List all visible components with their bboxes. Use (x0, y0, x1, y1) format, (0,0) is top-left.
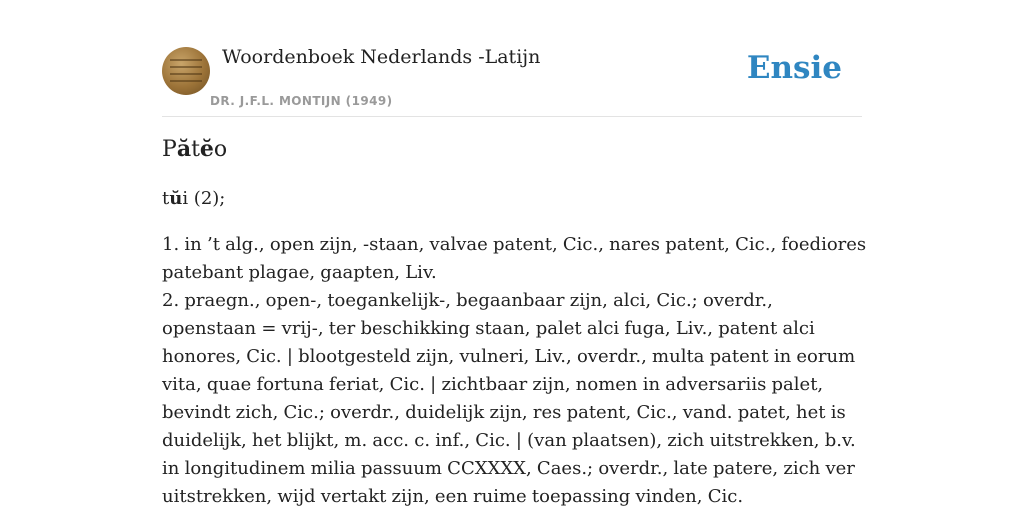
dictionary-logo[interactable] (162, 47, 210, 95)
forms-part: ŭ (169, 188, 183, 209)
entry-definition (162, 231, 867, 511)
dictionary-title[interactable]: Woordenboek Nederlands -Latijn (222, 46, 541, 68)
headword-part: t (191, 137, 200, 162)
headword-part: o (213, 137, 228, 162)
entry-content (162, 136, 867, 511)
forms-part: t (162, 188, 170, 209)
entry-forms (162, 188, 867, 209)
headword-part: ă (176, 136, 192, 162)
page-header (162, 44, 862, 117)
headword-part: P (162, 137, 177, 162)
definition-sense-2: 2. praegn., open-, toegankelijk-, begaanbaar zijn, alci, Cic.; overdr., openstaan = vrij-, ter beschikking staan, palet alci fuga, Liv., patent alci honores, Cic. | blootgesteld zijn, vulneri, Liv., overdr., multa patent in eorum vita, quae fortuna feriat, Cic. | zichtbaar zijn, nomen in adversariis palet, bevindt zich, Cic.; overdr., duidelijk zijn, res patent, Cic., vand. patet, het is duidelijk, het blijkt, m. acc. c. inf., Cic. | (van plaatsen), zich uitstrekken, b.v. in longitudinem milia passuum CCXXXX, Caes.; overdr., late patere, zich ver uitstrekken, wijd vertakt zijn, een ruime toepassing vinden, Cic. (162, 290, 856, 507)
entry-headword (162, 136, 867, 162)
dictionary-author: DR. J.F.L. MONTIJN (1949) (210, 94, 393, 108)
forms-part: i (2); (182, 188, 226, 209)
definition-sense-1: 1. in ’t alg., open zijn, -staan, valvae patent, Cic., nares patent, Cic., foediores patebant plagae, gaapten, Liv. (162, 234, 867, 283)
headword-part: ĕ (199, 136, 214, 162)
ensie-logo-link[interactable]: Ensie (746, 50, 842, 86)
